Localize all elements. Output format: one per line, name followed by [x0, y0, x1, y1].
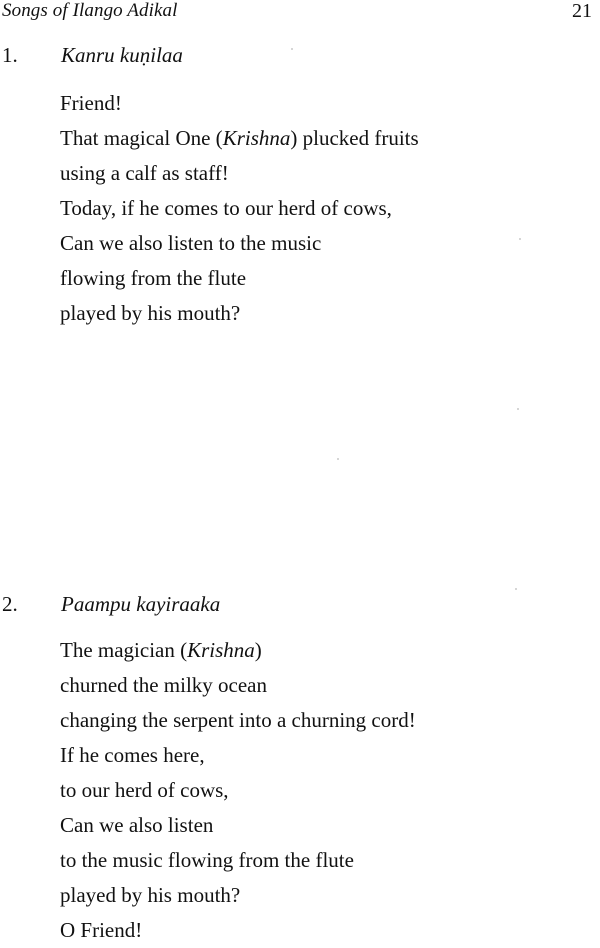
italic-name: Krishna	[222, 126, 291, 150]
verse-line: using a calf as staff!	[60, 161, 229, 185]
verse-line: to our herd of cows,	[60, 778, 229, 802]
song-number: 1.	[2, 43, 18, 67]
song-1	[0, 43, 600, 325]
verse-line: If he comes here,	[60, 743, 205, 767]
song-heading	[0, 43, 600, 77]
verse-line: played by his mouth?	[60, 883, 241, 907]
verse-line: Can we also listen to the music	[60, 231, 322, 255]
verse-line: changing the serpent into a churning cord!	[60, 708, 416, 732]
verse-line: churned the milky ocean	[60, 673, 268, 697]
italic-name: Krishna	[187, 638, 255, 662]
verse	[60, 86, 419, 331]
verse-line: flowing from the flute	[60, 266, 247, 290]
verse-line: O Friend!	[60, 918, 143, 942]
page-number: 21	[572, 0, 592, 22]
song-2	[0, 592, 600, 942]
song-number: 2.	[2, 592, 18, 616]
paper-speck	[291, 48, 293, 50]
paper-speck	[337, 458, 339, 460]
song-heading	[0, 592, 600, 626]
paper-speck	[515, 588, 517, 590]
verse-line: Friend!	[60, 91, 122, 115]
verse-line: played by his mouth?	[60, 301, 241, 325]
paper-speck	[517, 408, 519, 410]
verse-line: Can we also listen	[60, 813, 214, 837]
verse	[60, 633, 416, 948]
verse-line: to the music flowing from the flute	[60, 848, 354, 872]
song-title: Paampu kayiraaka	[61, 592, 221, 616]
paper-speck	[519, 238, 521, 240]
song-title: Kanru kuṇilaa	[61, 43, 183, 67]
verse-line: That magical One (Krishna) plucked fruits	[60, 126, 419, 150]
verse-line: Today, if he comes to our herd of cows,	[60, 196, 392, 220]
verse-line: The magician (Krishna)	[60, 638, 262, 662]
running-head: Songs of Ilango Adikal	[2, 0, 178, 21]
